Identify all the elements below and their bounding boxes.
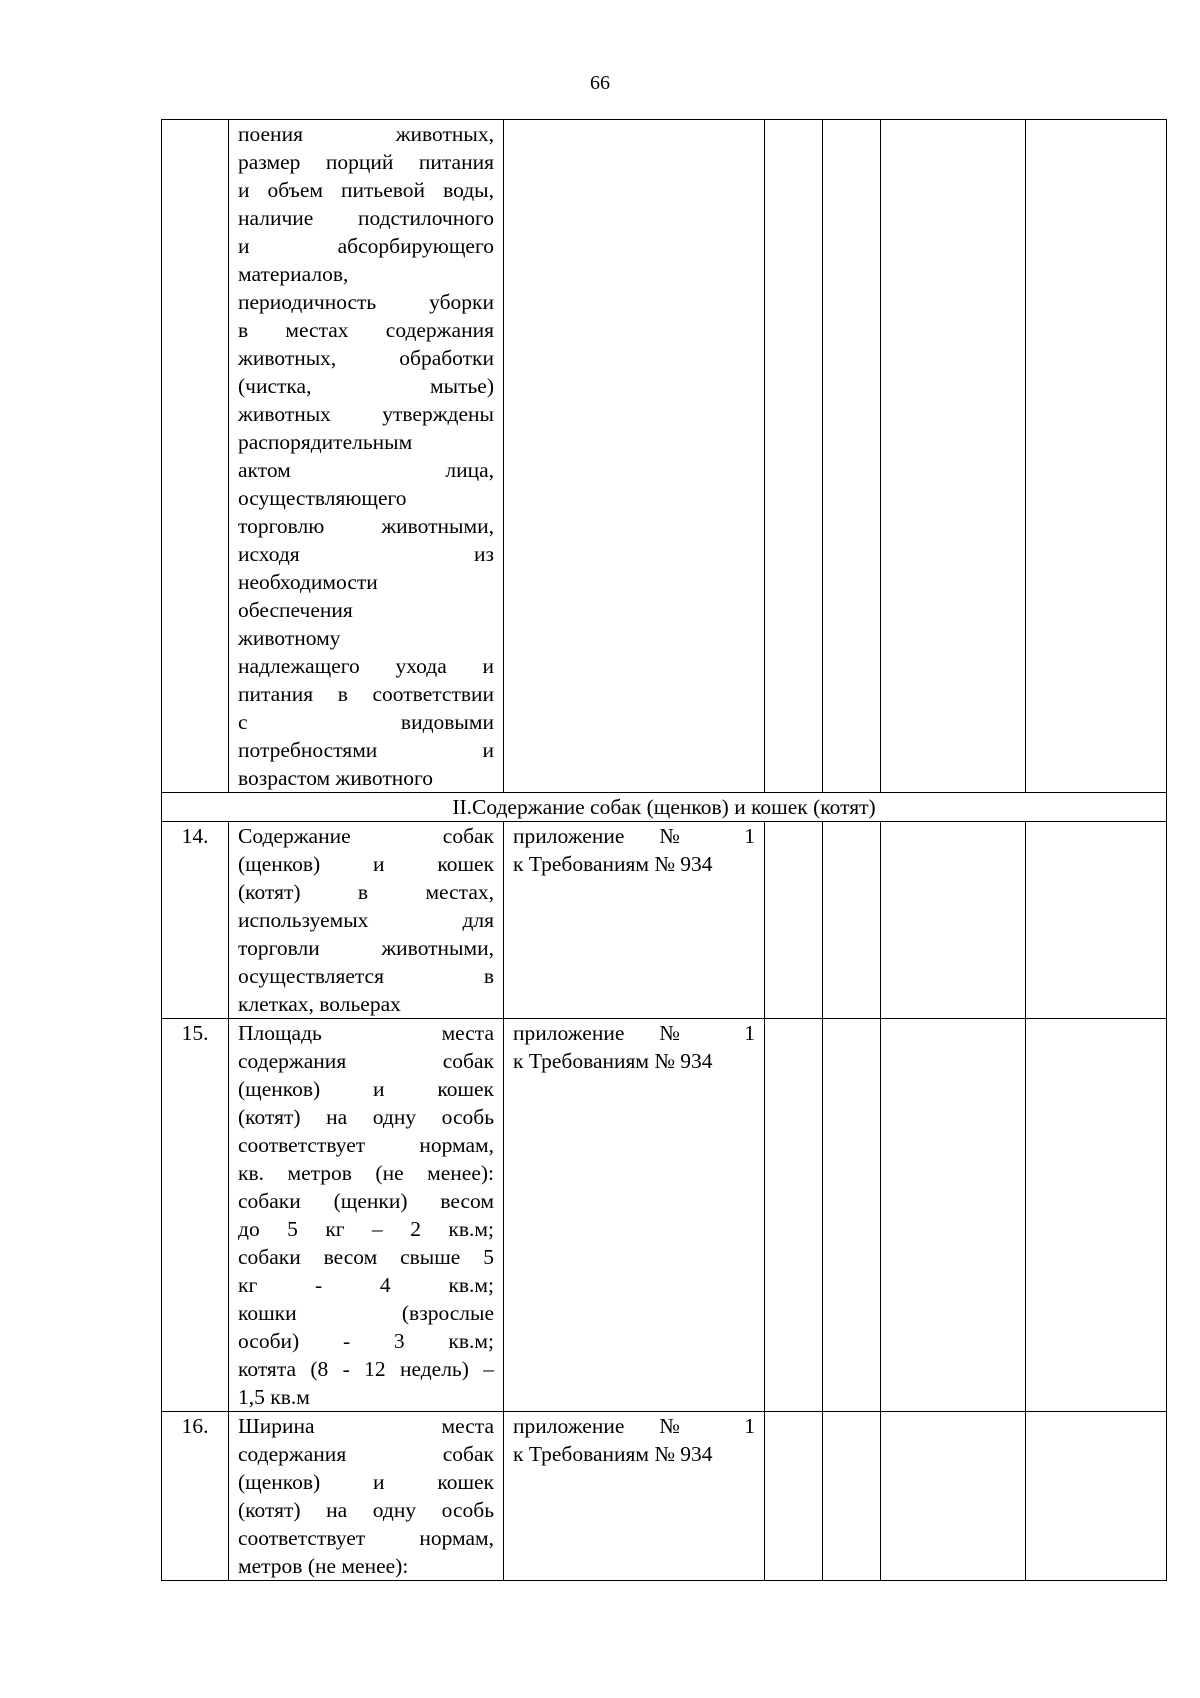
- text-line: Площадь места: [238, 1021, 494, 1045]
- reference-text: [504, 120, 765, 793]
- text-line: к Требованиям № 934: [513, 1049, 713, 1073]
- requirement-text: [229, 822, 504, 1019]
- text-line: (щенков) и кошек: [238, 1077, 494, 1101]
- not-applicable-cell: [881, 1412, 1026, 1581]
- notes-cell: [1026, 1412, 1167, 1581]
- reference-text: [504, 1019, 765, 1412]
- yes-cell: [765, 1412, 823, 1581]
- text-line: (щенков) и кошек: [238, 1470, 494, 1494]
- requirement-text: [229, 1019, 504, 1412]
- table-row: [162, 822, 1167, 1019]
- text-line: метров (не менее):: [238, 1554, 409, 1578]
- text-line: кг - 4 кв.м;: [238, 1273, 494, 1297]
- text-line: надлежащего ухода и: [238, 654, 494, 678]
- text-line: периодичность уборки: [238, 290, 494, 314]
- text-line: и объем питьевой воды,: [238, 178, 494, 202]
- no-cell: [823, 1412, 881, 1581]
- text-line: клетках, вольерах: [238, 992, 401, 1016]
- text-line: Содержание собак: [238, 824, 494, 848]
- reference-text: [504, 822, 765, 1019]
- text-line: потребностями и: [238, 738, 494, 762]
- text-line: (щенков) и кошек: [238, 852, 494, 876]
- notes-cell: [1026, 822, 1167, 1019]
- text-line: кв. метров (не менее):: [238, 1161, 494, 1185]
- text-line: особи) - 3 кв.м;: [238, 1329, 494, 1353]
- table-row: [162, 1019, 1167, 1412]
- page-number: 66: [590, 72, 610, 94]
- yes-cell: [765, 120, 823, 793]
- table-row: [162, 1412, 1167, 1581]
- text-line: наличие подстилочного: [238, 206, 494, 230]
- text-line: исходя из: [238, 542, 494, 566]
- text-line: животных, обработки: [238, 346, 494, 370]
- text-line: соответствует нормам,: [238, 1526, 494, 1550]
- text-line: к Требованиям № 934: [513, 852, 713, 876]
- text-line: возрастом животного: [238, 766, 434, 790]
- text-line: содержания собак: [238, 1442, 494, 1466]
- text-line: актом лица,: [238, 458, 494, 482]
- reference-text: [504, 1412, 765, 1581]
- no-cell: [823, 822, 881, 1019]
- text-line: торговли животными,: [238, 936, 494, 960]
- text-line: необходимости: [238, 570, 378, 594]
- item-number: 15.: [162, 1019, 229, 1412]
- text-line: (котят) на одну особь: [238, 1498, 494, 1522]
- text-line: с видовыми: [238, 710, 494, 734]
- text-line: содержания собак: [238, 1049, 494, 1073]
- yes-cell: [765, 822, 823, 1019]
- not-applicable-cell: [881, 120, 1026, 793]
- text-line: (чистка, мытье): [238, 374, 494, 398]
- text-line: собаки весом свыше 5: [238, 1245, 494, 1269]
- text-line: материалов,: [238, 262, 349, 286]
- text-line: Ширина места: [238, 1414, 494, 1438]
- text-line: используемых для: [238, 908, 494, 932]
- text-line: размер порций питания: [238, 150, 494, 174]
- text-line: обеспечения: [238, 598, 353, 622]
- item-number: 14.: [162, 822, 229, 1019]
- text-line: приложение № 1: [513, 1414, 755, 1438]
- item-number: [162, 120, 229, 793]
- text-line: приложение № 1: [513, 824, 755, 848]
- no-cell: [823, 1019, 881, 1412]
- text-line: соответствует нормам,: [238, 1133, 494, 1157]
- text-line: поения животных,: [238, 122, 494, 146]
- notes-cell: [1026, 120, 1167, 793]
- table-row-continued: [162, 120, 1167, 793]
- text-line: кошки (взрослые: [238, 1301, 494, 1325]
- section-header-row: [162, 793, 1167, 822]
- text-line: торговлю животными,: [238, 514, 494, 538]
- text-line: 1,5 кв.м: [238, 1385, 310, 1409]
- text-line: осуществляющего: [238, 486, 407, 510]
- text-line: (котят) в местах,: [238, 880, 494, 904]
- text-line: приложение № 1: [513, 1021, 755, 1045]
- text-line: собаки (щенки) весом: [238, 1189, 494, 1213]
- text-line: и абсорбирующего: [238, 234, 494, 258]
- item-number: 16.: [162, 1412, 229, 1581]
- text-line: животных утверждены: [238, 402, 494, 426]
- not-applicable-cell: [881, 1019, 1026, 1412]
- requirement-text: [229, 1412, 504, 1581]
- text-line: к Требованиям № 934: [513, 1442, 713, 1466]
- section-title: II.Содержание собак (щенков) и кошек (котят): [162, 793, 1167, 822]
- text-line: распорядительным: [238, 430, 413, 454]
- text-line: осуществляется в: [238, 964, 494, 988]
- checklist-table: [161, 119, 1167, 1581]
- text-line: (котят) на одну особь: [238, 1105, 494, 1129]
- text-line: питания в соответствии: [238, 682, 494, 706]
- not-applicable-cell: [881, 822, 1026, 1019]
- yes-cell: [765, 1019, 823, 1412]
- notes-cell: [1026, 1019, 1167, 1412]
- text-line: в местах содержания: [238, 318, 494, 342]
- text-line: котята (8 - 12 недель) –: [238, 1357, 494, 1381]
- no-cell: [823, 120, 881, 793]
- text-line: до 5 кг – 2 кв.м;: [238, 1217, 494, 1241]
- text-line: животному: [238, 626, 341, 650]
- requirement-text: [229, 120, 504, 793]
